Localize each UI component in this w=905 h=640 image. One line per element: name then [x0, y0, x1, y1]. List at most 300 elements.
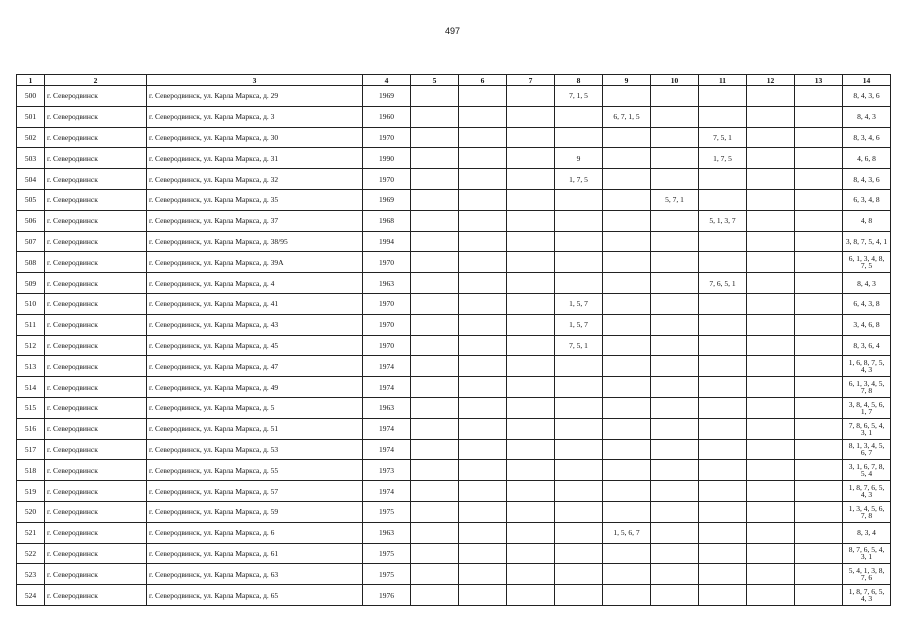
table-cell — [555, 356, 603, 377]
address-cell: г. Северодвинск, ул. Карла Маркса, д. 47 — [147, 356, 363, 377]
address-cell: г. Северодвинск, ул. Карла Маркса, д. 51 — [147, 418, 363, 439]
table-cell — [459, 231, 507, 252]
table-cell — [795, 543, 843, 564]
row-number-cell: 522 — [17, 543, 45, 564]
table-cell — [459, 127, 507, 148]
table-row — [17, 460, 891, 481]
table-cell — [747, 481, 795, 502]
priority-cell: 6, 1, 3, 4, 8, 7, 5 — [843, 252, 891, 273]
table-cell — [747, 356, 795, 377]
row-number-cell: 505 — [17, 189, 45, 210]
row-number-cell: 506 — [17, 210, 45, 231]
table-cell — [795, 397, 843, 418]
table-cell — [795, 86, 843, 107]
column-header-11: 11 — [699, 75, 747, 86]
table-cell — [507, 377, 555, 398]
table-cell — [699, 481, 747, 502]
table-cell — [651, 148, 699, 169]
table-cell — [699, 418, 747, 439]
table-cell — [699, 314, 747, 335]
table-row — [17, 314, 891, 335]
table-cell — [795, 460, 843, 481]
table-cell — [555, 543, 603, 564]
table-cell — [651, 439, 699, 460]
column-header-14: 14 — [843, 75, 891, 86]
table-cell — [411, 231, 459, 252]
address-cell: г. Северодвинск, ул. Карла Маркса, д. 63 — [147, 564, 363, 585]
table-cell — [411, 397, 459, 418]
table-cell — [411, 169, 459, 190]
table-cell — [795, 522, 843, 543]
table-cell — [507, 148, 555, 169]
table-row — [17, 377, 891, 398]
table-cell — [411, 314, 459, 335]
table-cell — [651, 169, 699, 190]
table-cell — [699, 522, 747, 543]
table-cell — [411, 127, 459, 148]
table-cell — [459, 148, 507, 169]
column-header-2: 2 — [45, 75, 147, 86]
year-cell: 1960 — [363, 106, 411, 127]
table-cell — [459, 356, 507, 377]
column-header-3: 3 — [147, 75, 363, 86]
address-cell: г. Северодвинск, ул. Карла Маркса, д. 65 — [147, 585, 363, 606]
year-cell: 1974 — [363, 439, 411, 460]
city-cell: г. Северодвинск — [45, 564, 147, 585]
priority-cell: 8, 4, 3, 6 — [843, 169, 891, 190]
table-cell — [507, 564, 555, 585]
table-cell — [651, 210, 699, 231]
table-cell — [507, 231, 555, 252]
column-header-12: 12 — [747, 75, 795, 86]
priority-cell: 1, 8, 7, 6, 5, 4, 3 — [843, 481, 891, 502]
table-cell — [507, 273, 555, 294]
table-cell — [507, 293, 555, 314]
row-number-cell: 514 — [17, 377, 45, 398]
priority-cell: 5, 4, 1, 3, 8, 7, 6 — [843, 564, 891, 585]
table-cell — [555, 189, 603, 210]
table-row — [17, 397, 891, 418]
address-cell: г. Северодвинск, ул. Карла Маркса, д. 45 — [147, 335, 363, 356]
table-cell — [795, 148, 843, 169]
year-cell: 1969 — [363, 189, 411, 210]
column-header-6: 6 — [459, 75, 507, 86]
table-cell — [507, 356, 555, 377]
table-cell — [459, 335, 507, 356]
table-cell: 5, 7, 1 — [651, 189, 699, 210]
table-cell — [411, 356, 459, 377]
table-cell — [459, 418, 507, 439]
priority-cell: 4, 8 — [843, 210, 891, 231]
table-cell — [507, 86, 555, 107]
table-cell — [747, 564, 795, 585]
year-cell: 1970 — [363, 127, 411, 148]
priority-cell: 6, 1, 3, 4, 5, 7, 8 — [843, 377, 891, 398]
table-cell — [603, 377, 651, 398]
address-cell: г. Северодвинск, ул. Карла Маркса, д. 55 — [147, 460, 363, 481]
table-cell — [507, 522, 555, 543]
table-cell — [699, 377, 747, 398]
address-cell: г. Северодвинск, ул. Карла Маркса, д. 43 — [147, 314, 363, 335]
address-cell: г. Северодвинск, ул. Карла Маркса, д. 30 — [147, 127, 363, 148]
table-cell — [507, 418, 555, 439]
table-cell — [603, 252, 651, 273]
city-cell: г. Северодвинск — [45, 481, 147, 502]
table-cell — [795, 439, 843, 460]
table-cell — [603, 585, 651, 606]
table-cell — [411, 418, 459, 439]
city-cell: г. Северодвинск — [45, 356, 147, 377]
address-cell: г. Северодвинск, ул. Карла Маркса, д. 41 — [147, 293, 363, 314]
table-cell — [651, 543, 699, 564]
city-cell: г. Северодвинск — [45, 127, 147, 148]
table-cell — [747, 377, 795, 398]
table-cell — [651, 397, 699, 418]
row-number-cell: 523 — [17, 564, 45, 585]
table-cell — [651, 501, 699, 522]
address-cell: г. Северодвинск, ул. Карла Маркса, д. 59 — [147, 501, 363, 522]
priority-cell: 8, 3, 6, 4 — [843, 335, 891, 356]
table-cell — [555, 210, 603, 231]
table-cell — [603, 314, 651, 335]
table-cell — [699, 439, 747, 460]
table-cell: 6, 7, 1, 5 — [603, 106, 651, 127]
table-cell — [411, 481, 459, 502]
table-cell — [699, 169, 747, 190]
city-cell: г. Северодвинск — [45, 252, 147, 273]
table-cell — [603, 501, 651, 522]
table-cell — [603, 418, 651, 439]
row-number-cell: 502 — [17, 127, 45, 148]
city-cell: г. Северодвинск — [45, 231, 147, 252]
table-cell — [603, 189, 651, 210]
table-row — [17, 189, 891, 210]
table-cell — [459, 189, 507, 210]
table-cell — [411, 252, 459, 273]
table-row — [17, 481, 891, 502]
city-cell: г. Северодвинск — [45, 501, 147, 522]
table-row — [17, 543, 891, 564]
table-cell — [411, 564, 459, 585]
table-row — [17, 356, 891, 377]
table-cell — [747, 460, 795, 481]
table-row — [17, 439, 891, 460]
city-cell: г. Северодвинск — [45, 106, 147, 127]
table-cell — [651, 460, 699, 481]
priority-cell: 8, 7, 6, 5, 4, 3, 1 — [843, 543, 891, 564]
table-cell — [507, 481, 555, 502]
table-cell — [411, 86, 459, 107]
table-cell — [507, 335, 555, 356]
table-cell — [459, 86, 507, 107]
priority-cell: 8, 3, 4, 6 — [843, 127, 891, 148]
city-cell: г. Северодвинск — [45, 377, 147, 398]
table-cell — [459, 439, 507, 460]
table-cell — [651, 377, 699, 398]
table-cell — [411, 148, 459, 169]
row-number-cell: 520 — [17, 501, 45, 522]
address-cell: г. Северодвинск, ул. Карла Маркса, д. 4 — [147, 273, 363, 294]
table-cell — [459, 314, 507, 335]
table-cell — [555, 418, 603, 439]
table-cell: 7, 5, 1 — [699, 127, 747, 148]
table-cell — [795, 564, 843, 585]
table-row — [17, 127, 891, 148]
row-number-cell: 509 — [17, 273, 45, 294]
table-cell — [651, 585, 699, 606]
table-cell — [603, 86, 651, 107]
year-cell: 1963 — [363, 522, 411, 543]
row-number-cell: 519 — [17, 481, 45, 502]
table-cell — [699, 543, 747, 564]
table-cell — [459, 252, 507, 273]
table-cell — [507, 189, 555, 210]
table-cell — [795, 356, 843, 377]
row-number-cell: 511 — [17, 314, 45, 335]
table-cell — [603, 460, 651, 481]
year-cell: 1970 — [363, 252, 411, 273]
address-cell: г. Северодвинск, ул. Карла Маркса, д. 49 — [147, 377, 363, 398]
city-cell: г. Северодвинск — [45, 543, 147, 564]
table-cell — [603, 148, 651, 169]
table-cell — [555, 522, 603, 543]
table-cell — [651, 481, 699, 502]
year-cell: 1974 — [363, 418, 411, 439]
column-header-9: 9 — [603, 75, 651, 86]
table-cell — [747, 210, 795, 231]
table-cell — [507, 460, 555, 481]
address-cell: г. Северодвинск, ул. Карла Маркса, д. 39А — [147, 252, 363, 273]
table-cell — [507, 169, 555, 190]
address-cell: г. Северодвинск, ул. Карла Маркса, д. 53 — [147, 439, 363, 460]
table-cell — [795, 314, 843, 335]
table-cell — [747, 231, 795, 252]
priority-cell: 8, 3, 4 — [843, 522, 891, 543]
table-cell — [651, 564, 699, 585]
year-cell: 1970 — [363, 169, 411, 190]
table-cell — [603, 481, 651, 502]
table-cell — [747, 273, 795, 294]
priority-cell: 7, 8, 6, 5, 4, 3, 1 — [843, 418, 891, 439]
year-cell: 1975 — [363, 564, 411, 585]
table-cell — [411, 106, 459, 127]
table-cell — [603, 169, 651, 190]
table-cell — [747, 397, 795, 418]
table-cell — [459, 481, 507, 502]
row-number-cell: 508 — [17, 252, 45, 273]
year-cell: 1975 — [363, 501, 411, 522]
city-cell: г. Северодвинск — [45, 293, 147, 314]
table-cell — [459, 522, 507, 543]
table-cell — [795, 210, 843, 231]
year-cell: 1969 — [363, 86, 411, 107]
year-cell: 1963 — [363, 273, 411, 294]
table-cell — [555, 127, 603, 148]
table-row — [17, 106, 891, 127]
table-cell — [699, 585, 747, 606]
table-cell — [459, 501, 507, 522]
year-cell: 1970 — [363, 314, 411, 335]
priority-cell: 8, 4, 3, 6 — [843, 86, 891, 107]
city-cell: г. Северодвинск — [45, 169, 147, 190]
table-cell — [603, 564, 651, 585]
table-cell — [747, 127, 795, 148]
address-cell: г. Северодвинск, ул. Карла Маркса, д. 61 — [147, 543, 363, 564]
table-cell — [459, 106, 507, 127]
table-cell — [795, 273, 843, 294]
table-cell — [795, 169, 843, 190]
priority-cell: 8, 4, 3 — [843, 273, 891, 294]
priority-cell: 6, 3, 4, 8 — [843, 189, 891, 210]
table-cell — [699, 252, 747, 273]
table-cell — [747, 314, 795, 335]
city-cell: г. Северодвинск — [45, 86, 147, 107]
priority-cell: 8, 1, 3, 4, 5, 6, 7 — [843, 439, 891, 460]
table-cell — [459, 169, 507, 190]
city-cell: г. Северодвинск — [45, 418, 147, 439]
table-cell — [411, 439, 459, 460]
table-cell — [651, 86, 699, 107]
table-cell — [651, 522, 699, 543]
priority-cell: 6, 4, 3, 8 — [843, 293, 891, 314]
table-cell — [603, 273, 651, 294]
table-cell — [747, 169, 795, 190]
table-cell — [603, 356, 651, 377]
year-cell: 1994 — [363, 231, 411, 252]
year-cell: 1973 — [363, 460, 411, 481]
table-cell — [603, 127, 651, 148]
table-cell — [795, 481, 843, 502]
table-cell — [795, 335, 843, 356]
table-row — [17, 86, 891, 107]
table-cell — [747, 335, 795, 356]
column-header-13: 13 — [795, 75, 843, 86]
year-cell: 1968 — [363, 210, 411, 231]
table-cell — [411, 377, 459, 398]
table-cell — [459, 293, 507, 314]
priority-cell: 8, 4, 3 — [843, 106, 891, 127]
table-cell — [459, 460, 507, 481]
table-cell — [747, 439, 795, 460]
table-cell — [747, 522, 795, 543]
table-cell — [459, 543, 507, 564]
table-cell — [699, 460, 747, 481]
city-cell: г. Северодвинск — [45, 210, 147, 231]
city-cell: г. Северодвинск — [45, 460, 147, 481]
address-cell: г. Северодвинск, ул. Карла Маркса, д. 37 — [147, 210, 363, 231]
priority-cell: 4, 6, 8 — [843, 148, 891, 169]
table-cell — [651, 335, 699, 356]
table-cell — [603, 397, 651, 418]
row-number-cell: 510 — [17, 293, 45, 314]
table-cell — [651, 106, 699, 127]
table-row — [17, 148, 891, 169]
table-cell — [459, 397, 507, 418]
table-cell — [411, 585, 459, 606]
year-cell: 1970 — [363, 335, 411, 356]
table-cell — [747, 148, 795, 169]
city-cell: г. Северодвинск — [45, 439, 147, 460]
address-cell: г. Северодвинск, ул. Карла Маркса, д. 32 — [147, 169, 363, 190]
table-cell: 9 — [555, 148, 603, 169]
table-cell: 1, 7, 5 — [699, 148, 747, 169]
row-number-cell: 503 — [17, 148, 45, 169]
address-cell: г. Северодвинск, ул. Карла Маркса, д. 35 — [147, 189, 363, 210]
year-cell: 1970 — [363, 293, 411, 314]
table-cell: 7, 1, 5 — [555, 86, 603, 107]
row-number-cell: 517 — [17, 439, 45, 460]
table-row — [17, 169, 891, 190]
table-cell — [411, 273, 459, 294]
row-number-cell: 512 — [17, 335, 45, 356]
table-cell — [507, 501, 555, 522]
priority-cell: 3, 1, 6, 7, 8, 5, 4 — [843, 460, 891, 481]
table-cell — [507, 585, 555, 606]
table-cell — [603, 293, 651, 314]
table-cell — [507, 210, 555, 231]
address-cell: г. Северодвинск, ул. Карла Маркса, д. 38/95 — [147, 231, 363, 252]
table-cell — [411, 335, 459, 356]
table-cell — [699, 397, 747, 418]
table-cell — [507, 314, 555, 335]
table-cell — [411, 501, 459, 522]
table-cell — [555, 564, 603, 585]
table-row — [17, 273, 891, 294]
table-cell — [795, 127, 843, 148]
priority-cell: 1, 8, 7, 6, 5, 4, 3 — [843, 585, 891, 606]
table-cell — [651, 273, 699, 294]
table-cell — [603, 231, 651, 252]
address-cell: г. Северодвинск, ул. Карла Маркса, д. 5 — [147, 397, 363, 418]
table-cell — [507, 127, 555, 148]
year-cell: 1974 — [363, 356, 411, 377]
table-cell — [555, 273, 603, 294]
table-cell — [411, 522, 459, 543]
table-cell — [795, 252, 843, 273]
column-header-1: 1 — [17, 75, 45, 86]
address-cell: г. Северодвинск, ул. Карла Маркса, д. 6 — [147, 522, 363, 543]
row-number-cell: 521 — [17, 522, 45, 543]
table-cell — [699, 106, 747, 127]
column-header-4: 4 — [363, 75, 411, 86]
table-cell: 1, 7, 5 — [555, 169, 603, 190]
table-cell — [747, 543, 795, 564]
table-cell — [699, 293, 747, 314]
column-header-8: 8 — [555, 75, 603, 86]
table-cell — [795, 231, 843, 252]
table-cell — [747, 106, 795, 127]
year-cell: 1963 — [363, 397, 411, 418]
row-number-cell: 513 — [17, 356, 45, 377]
table-cell — [459, 210, 507, 231]
table-cell — [555, 377, 603, 398]
table-cell — [699, 356, 747, 377]
row-number-cell: 501 — [17, 106, 45, 127]
table-cell — [651, 314, 699, 335]
table-cell: 1, 5, 7 — [555, 314, 603, 335]
table-cell — [603, 335, 651, 356]
table-cell — [699, 564, 747, 585]
city-cell: г. Северодвинск — [45, 273, 147, 294]
table-cell — [651, 293, 699, 314]
priority-cell: 3, 8, 4, 5, 6, 1, 7 — [843, 397, 891, 418]
table-cell — [795, 189, 843, 210]
row-number-cell: 507 — [17, 231, 45, 252]
city-cell: г. Северодвинск — [45, 335, 147, 356]
table-cell — [747, 189, 795, 210]
page-number: 497 — [444, 26, 461, 36]
table-cell — [699, 231, 747, 252]
